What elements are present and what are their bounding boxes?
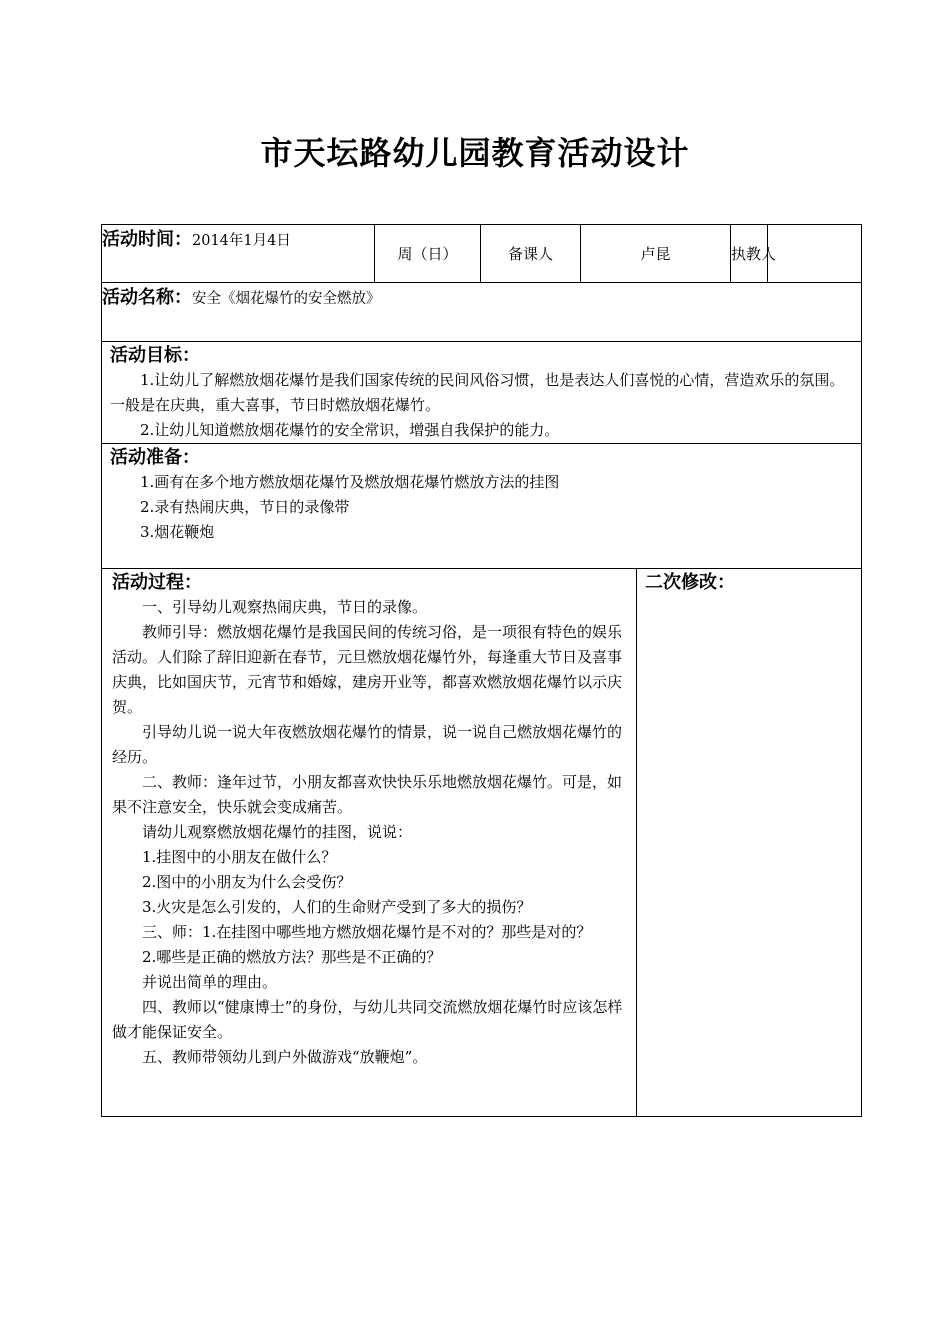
process-paragraph: 2.哪些是正确的燃放方法？那些是不正确的？ (142, 948, 442, 966)
preparer-name: 卢昆 (581, 225, 731, 283)
activity-time-cell (102, 225, 375, 283)
goals-row (102, 342, 862, 444)
revision-cell (637, 569, 862, 1117)
process-row (102, 569, 862, 1117)
process-paragraph: 三、师：1.在挂图中哪些地方燃放烟花爆竹是不对的？那些是对的？ (142, 923, 592, 941)
header-row (102, 225, 862, 283)
prep-label: 活动准备： (110, 447, 200, 468)
process-label: 活动过程： (112, 572, 202, 593)
process-paragraph: 1.挂图中的小朋友在做什么？ (142, 848, 337, 866)
process-paragraph: 并说出简单的理由。 (142, 973, 278, 991)
page-title: 市天坛路幼儿园教育活动设计 (260, 134, 690, 172)
prep-item: 1.画有在多个地方燃放烟花爆竹及燃放烟花爆竹燃放方法的挂图 (140, 473, 560, 491)
goal-item: 1.让幼儿了解燃放烟花爆竹是我们国家传统的民间风俗习惯，也是表达人们喜悦的心情，营造欢乐的氛围。一般是在庆典，重大喜事，节日时燃放烟花爆竹。 (110, 371, 845, 414)
process-paragraph: 四、教师以“健康博士”的身份，与幼儿共同交流燃放烟花爆竹时应该怎样做才能保证安全。 (112, 998, 623, 1041)
teacher-label: 执教人 (731, 225, 768, 283)
prep-item: 2.录有热闹庆典，节日的录像带 (140, 498, 350, 516)
activity-time-label: 活动时间： (102, 229, 192, 250)
goals-label: 活动目标： (110, 345, 200, 366)
process-paragraph: 二、教师：逢年过节，小朋友都喜欢快快乐乐地燃放烟花爆竹。可是，如果不注意安全，快乐就会变成痛苦。 (112, 773, 623, 816)
activity-name-cell (102, 283, 862, 342)
preparer-label: 备课人 (481, 225, 581, 283)
goal-item: 2.让幼儿知道燃放烟花爆竹的安全常识，增强自我保护的能力。 (140, 421, 560, 439)
activity-name-row (102, 283, 862, 342)
activity-name-value: 安全《烟花爆竹的安全燃放》 (192, 291, 381, 307)
process-paragraph: 引导幼儿说一说大年夜燃放烟花爆竹的情景，说一说自己燃放烟花爆竹的经历。 (112, 723, 623, 766)
revision-label: 二次修改： (645, 572, 735, 593)
goals-cell (102, 342, 862, 444)
activity-name-label: 活动名称： (102, 287, 192, 308)
weekday-cell: 周（日） (375, 225, 481, 283)
process-paragraph: 教师引导：燃放烟花爆竹是我国民间的传统习俗，是一项很有特色的娱乐活动。人们除了辞旧迎新在春节，元旦燃放烟花爆竹外，每逢重大节日及喜事庆典，比如国庆节，元宵节和婚嫁，建房开业等，都喜欢燃放烟花爆竹以示庆贺。 (112, 623, 623, 716)
process-cell (102, 569, 637, 1117)
prep-item: 3.烟花鞭炮 (140, 523, 215, 541)
teacher-name (768, 225, 862, 283)
process-paragraph: 一、引导幼儿观察热闹庆典，节日的录像。 (142, 598, 428, 616)
process-paragraph: 五、教师带领幼儿到户外做游戏“放鞭炮”。 (142, 1048, 428, 1066)
process-paragraph: 请幼儿观察燃放烟花爆竹的挂图，说说： (142, 823, 413, 841)
prep-row (102, 444, 862, 569)
prep-cell (102, 444, 862, 569)
activity-time-value: 2014年1月4日 (192, 233, 291, 249)
activity-design-table (101, 224, 862, 1117)
process-paragraph: 2.图中的小朋友为什么会受伤？ (142, 873, 352, 891)
process-paragraph: 3.火灾是怎么引发的，人们的生命财产受到了多大的损伤？ (142, 898, 532, 916)
